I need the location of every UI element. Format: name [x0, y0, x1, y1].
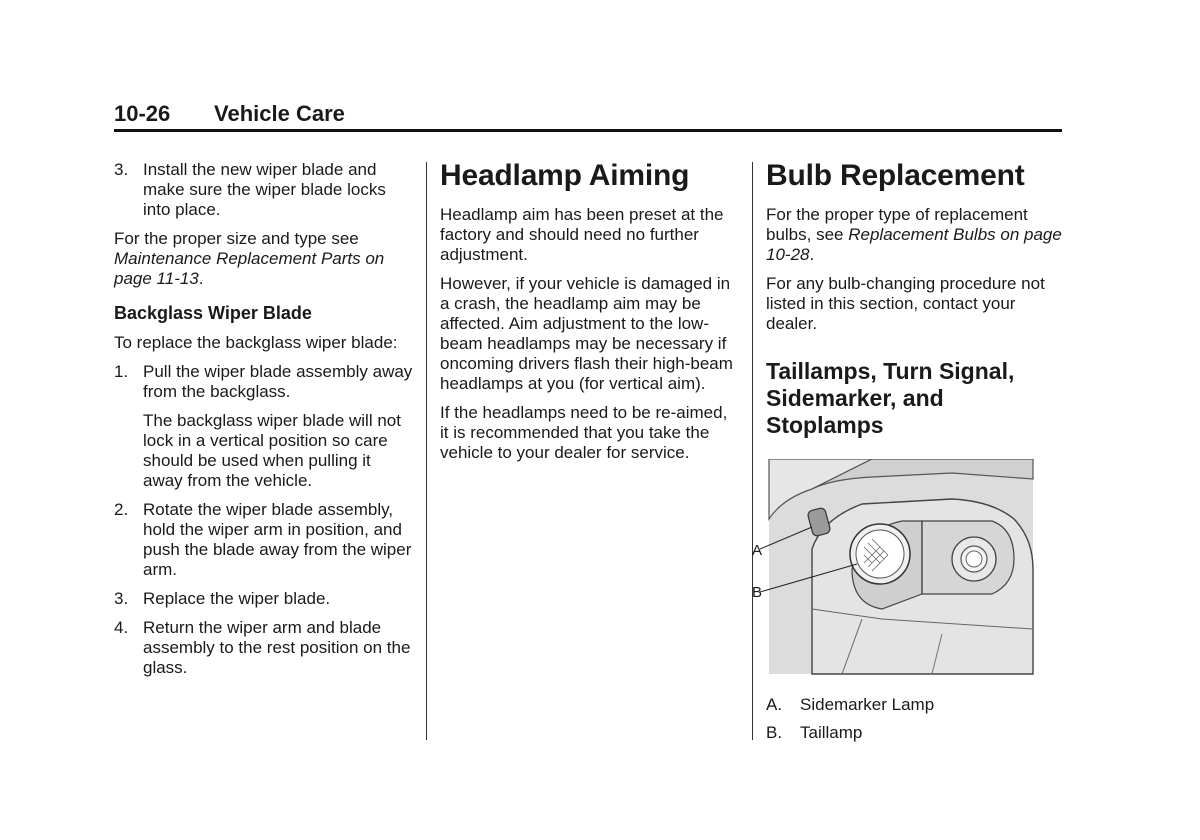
list-item — [114, 362, 414, 402]
legend-item — [766, 695, 1062, 715]
legend-text: Sidemarker Lamp — [800, 695, 935, 714]
paragraph: Headlamp aim has been preset at the factory and should need no further adjustment. — [440, 205, 724, 264]
paragraph-text: For the proper type of replacement bulbs, see — [766, 205, 1028, 244]
list-item — [114, 160, 414, 220]
section-title: Headlamp Aiming — [440, 159, 690, 192]
intro-text: To replace the backglass wiper blade: — [114, 333, 398, 352]
page-header — [114, 100, 1062, 128]
legend-key: A. — [766, 695, 783, 714]
figure-label-a: A — [752, 542, 763, 559]
page-number: 10-26 — [114, 101, 171, 126]
section-title: Bulb Replacement — [766, 159, 1025, 192]
list-item-text: Rotate the wiper blade assembly, hold the wiper arm in position, and push the blade away from the wiper arm. — [143, 500, 412, 579]
paragraph: However, if your vehicle is damaged in a crash, the headlamp aim may be affected. Aim adjustment to the low-beam headlamps may be necessary if oncoming drivers flash their high-beam headlamps at you (for vertical aim). — [440, 274, 733, 393]
figure-legend — [766, 695, 1062, 743]
figure-label-b: B — [752, 584, 763, 601]
section-heading: Backglass Wiper Blade — [114, 303, 312, 323]
legend-item — [766, 723, 1062, 743]
list-item-number: 3. — [114, 160, 129, 179]
list-item-text: Install the new wiper blade and make sure the wiper blade locks into place. — [143, 160, 386, 219]
list-item-number: 3. — [114, 589, 129, 608]
list-item — [114, 500, 414, 580]
paragraph: For any bulb-changing procedure not listed in this section, contact your dealer. — [766, 274, 1045, 333]
column-divider — [426, 162, 427, 740]
list-item-note: The backglass wiper blade will not lock in a vertical position so care should be used when pulling it away from the vehicle. — [143, 411, 401, 490]
list-item — [114, 589, 414, 609]
subsection-heading: Taillamps, Turn Signal, Sidemarker, and Stoplamps — [766, 358, 1015, 438]
column-1 — [114, 160, 414, 687]
reference-link[interactable]: Replacement Bulbs on page 10-28 — [766, 225, 1062, 264]
list-item-text: Replace the wiper blade. — [143, 589, 331, 608]
column-2 — [440, 160, 740, 472]
reference-link[interactable]: Maintenance Replacement Parts on page 11-13 — [114, 249, 385, 288]
paragraph: If the headlamps need to be re-aimed, it is recommended that you take the vehicle to your dealer for service. — [440, 403, 728, 462]
reference-text: For the proper size and type see — [114, 229, 359, 248]
reference-punct: . — [198, 269, 204, 288]
taillamp-illustration — [752, 459, 1038, 689]
list-item-number: 4. — [114, 618, 129, 637]
parts-reference — [114, 229, 414, 289]
list-item-number: 2. — [114, 500, 129, 519]
legend-text: Taillamp — [800, 723, 863, 742]
reference-punct: . — [809, 245, 815, 264]
list-item-text: Pull the wiper blade assembly away from the backglass. — [143, 362, 413, 401]
column-3 — [752, 159, 1062, 751]
list-item-number: 1. — [114, 362, 129, 381]
paragraph — [766, 205, 1062, 265]
header-rule — [114, 129, 1062, 132]
list-item — [114, 618, 414, 678]
legend-key: B. — [766, 723, 783, 742]
section-title: Vehicle Care — [214, 101, 345, 126]
taillamp-figure — [752, 459, 1038, 689]
list-item-text: Return the wiper arm and blade assembly to the rest position on the glass. — [143, 618, 411, 677]
